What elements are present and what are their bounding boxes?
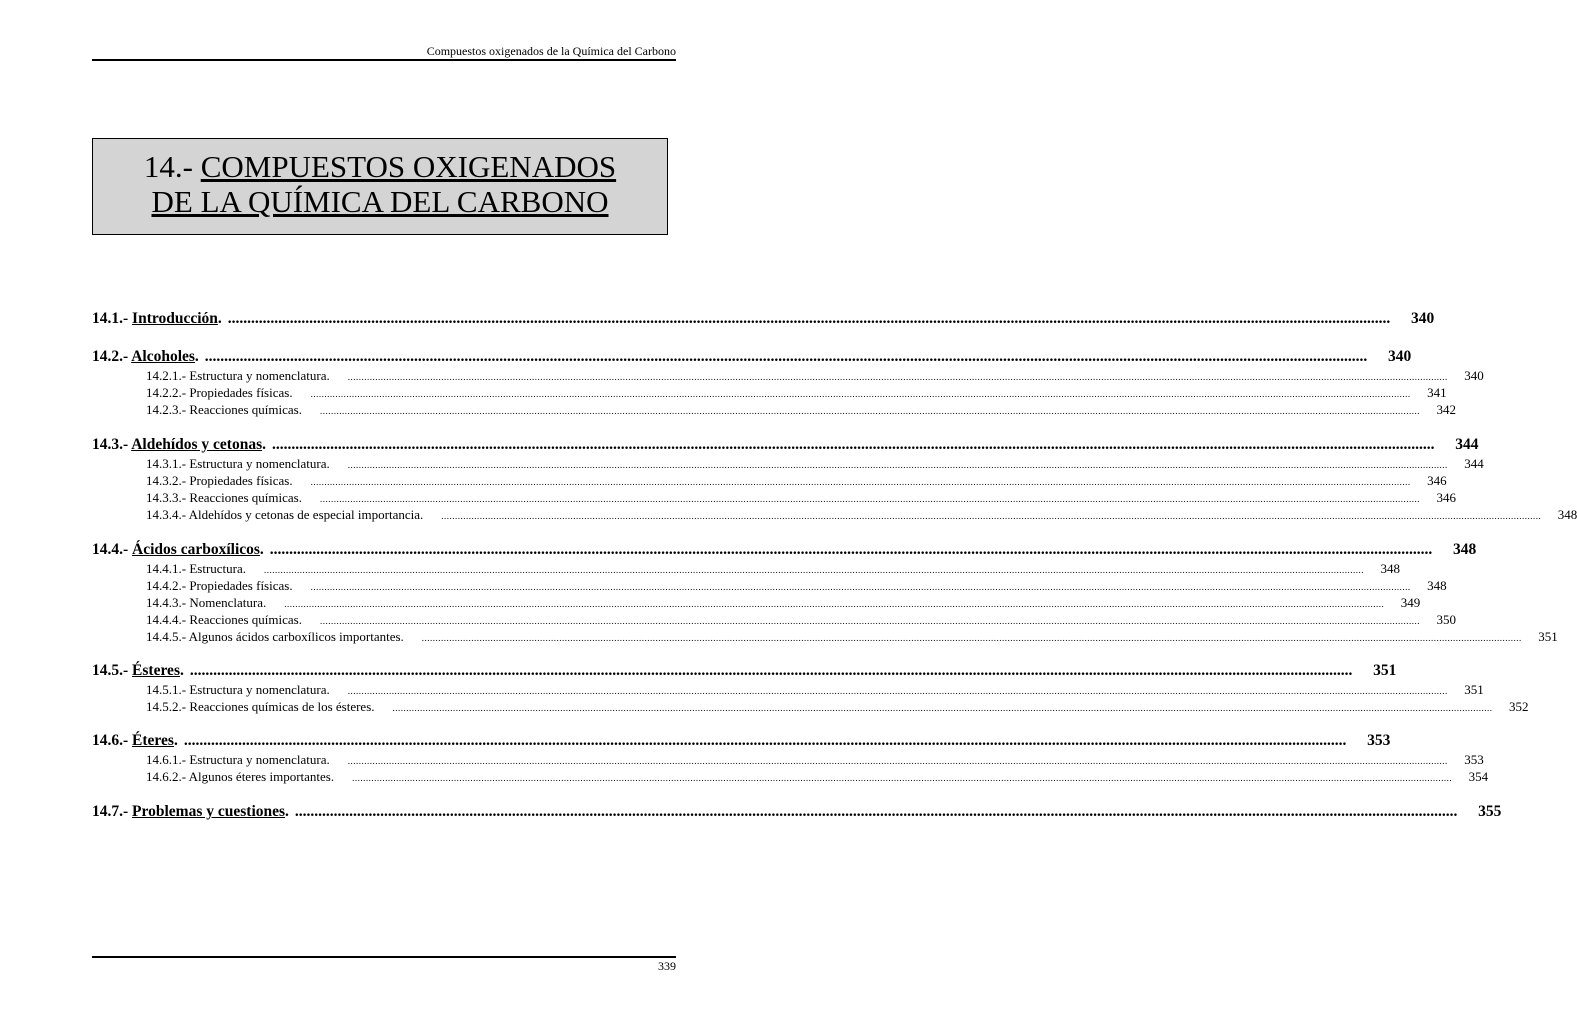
toc-section-page: 340	[1388, 348, 1412, 365]
toc-section-title: 14.4.- Ácidos carboxílicos.	[92, 541, 264, 558]
toc-subsection-page: 351	[1538, 629, 1558, 644]
footer-rule	[92, 956, 676, 958]
toc-subsection-page: 340	[1464, 368, 1484, 383]
toc-subsection-title: 14.4.2.- Propiedades físicas.	[146, 578, 293, 593]
toc-section-row	[92, 348, 1412, 366]
toc-subsection-page: 352	[1509, 699, 1529, 714]
toc-subsection-row	[146, 561, 1401, 577]
toc-subsection-page: 350	[1436, 612, 1456, 627]
toc-section-title: 14.5.- Ésteres.	[92, 662, 184, 679]
toc-subsection-row	[146, 402, 1456, 418]
toc-section-number: 14.5.-	[92, 662, 129, 679]
toc-leader-dots: ................................................................................................................................................................................................................................................................................................................................................................................................................	[310, 477, 1411, 487]
header-rule	[92, 59, 676, 61]
toc-subsection-title: 14.3.1.- Estructura y nomenclatura.	[146, 456, 330, 471]
toc-section-title: 14.2.- Alcoholes.	[92, 348, 199, 365]
toc-subsection-row	[146, 473, 1447, 489]
toc-section-row	[92, 310, 1435, 328]
toc-section-page: 340	[1411, 310, 1435, 327]
toc-subsection-row	[146, 456, 1484, 472]
toc-leader-dots: ................................................................................................................................................................................................................................................................................................................................................................................................................	[319, 494, 1420, 504]
toc-section-page: 344	[1455, 436, 1479, 453]
toc-subsection-page: 342	[1436, 402, 1456, 417]
toc-subsection-title: 14.2.3.- Reacciones químicas.	[146, 402, 302, 417]
toc-subsection-page: 341	[1427, 385, 1447, 400]
toc-leader-dots: ................................................................................................................................................................................................................................................................................................................................................................................................................	[264, 565, 1365, 575]
toc-subsection-page: 346	[1427, 473, 1447, 488]
toc-section-label: Problemas y cuestiones	[132, 803, 286, 820]
toc-subsection-row	[146, 699, 1529, 715]
toc-section-label: Alcoholes	[131, 348, 195, 365]
toc-subsection-row	[146, 507, 1577, 523]
toc-leader-dots: ................................................................................................................................................................................................................................................................................................................................................................................................................	[392, 703, 1493, 713]
toc-section-number: 14.6.-	[92, 732, 129, 749]
toc-leader-dots: ............................................................................................................................................................................................................................................................................................................	[269, 541, 1433, 558]
running-header: Compuestos oxigenados de la Química del Carbono	[426, 44, 676, 58]
toc-leader-dots: ............................................................................................................................................................................................................................................................................................................	[227, 310, 1391, 327]
chapter-number: 14.-	[143, 149, 193, 184]
toc-subsection-title: 14.3.3.- Reacciones químicas.	[146, 490, 302, 505]
chapter-title-text-2: DE LA QUÍMICA DEL CARBONO	[151, 184, 609, 219]
toc-section-number: 14.1.-	[92, 310, 129, 327]
toc-subsection-title: 14.3.4.- Aldehídos y cetonas de especial importancia.	[146, 507, 424, 522]
toc-subsection-row	[146, 368, 1484, 384]
toc-section-page: 348	[1453, 541, 1477, 558]
toc-subsection-title: 14.6.1.- Estructura y nomenclatura.	[146, 752, 330, 767]
toc-section-row	[92, 732, 1391, 750]
toc-subsection-row	[146, 385, 1447, 401]
toc-subsection-title: 14.4.5.- Algunos ácidos carboxílicos importantes.	[146, 629, 404, 644]
toc-section-number: 14.2.-	[92, 348, 129, 365]
toc-section-title: 14.7.- Problemas y cuestiones.	[92, 803, 289, 820]
chapter-title-line-1	[93, 149, 667, 185]
toc-section-row	[92, 541, 1477, 559]
toc-section-label: Introducción	[132, 310, 218, 327]
toc-subsection-title: 14.2.1.- Estructura y nomenclatura.	[146, 368, 330, 383]
toc-leader-dots: ................................................................................................................................................................................................................................................................................................................................................................................................................	[352, 773, 1453, 783]
toc-leader-dots: ............................................................................................................................................................................................................................................................................................................	[189, 662, 1353, 679]
toc-subsection-title: 14.3.2.- Propiedades físicas.	[146, 473, 293, 488]
toc-leader-dots: ............................................................................................................................................................................................................................................................................................................	[183, 732, 1347, 749]
chapter-title-line-2	[93, 184, 667, 220]
toc-section-page: 351	[1373, 662, 1397, 679]
toc-leader-dots: ................................................................................................................................................................................................................................................................................................................................................................................................................	[284, 599, 1385, 609]
toc-leader-dots: ................................................................................................................................................................................................................................................................................................................................................................................................................	[310, 582, 1411, 592]
toc-section-label: Ácidos carboxílicos	[132, 541, 260, 558]
toc-subsection-page: 348	[1427, 578, 1447, 593]
toc-section-title: 14.6.- Éteres.	[92, 732, 178, 749]
toc-subsection-row	[146, 490, 1456, 506]
toc-subsection-page: 351	[1464, 682, 1484, 697]
toc-subsection-page: 348	[1557, 507, 1577, 522]
toc-leader-dots: ................................................................................................................................................................................................................................................................................................................................................................................................................	[347, 372, 1448, 382]
toc-leader-dots: ................................................................................................................................................................................................................................................................................................................................................................................................................	[421, 633, 1522, 643]
toc-leader-dots: ................................................................................................................................................................................................................................................................................................................................................................................................................	[441, 511, 1542, 521]
toc-section-page: 353	[1367, 732, 1391, 749]
toc-subsection-row	[146, 752, 1484, 768]
toc-subsection-title: 14.4.4.- Reacciones químicas.	[146, 612, 302, 627]
toc-section-number: 14.4.-	[92, 541, 129, 558]
toc-leader-dots: ................................................................................................................................................................................................................................................................................................................................................................................................................	[310, 389, 1411, 399]
toc-subsection-page: 349	[1400, 595, 1421, 610]
toc-subsection-title: 14.2.2.- Propiedades físicas.	[146, 385, 293, 400]
toc-subsection-title: 14.5.2.- Reacciones químicas de los ésteres.	[146, 699, 375, 714]
toc-subsection-page: 348	[1380, 561, 1401, 576]
toc-section-row	[92, 436, 1479, 454]
toc-section-page: 355	[1478, 803, 1502, 820]
toc-subsection-title: 14.4.3.- Nomenclatura.	[146, 595, 267, 610]
toc-section-number: 14.7.-	[92, 803, 129, 820]
toc-section-label: Ésteres	[132, 662, 180, 679]
toc-subsection-row	[146, 629, 1558, 645]
toc-section-number: 14.3.-	[92, 436, 129, 453]
toc-section-title: 14.1.- Introducción.	[92, 310, 222, 327]
toc-leader-dots: ............................................................................................................................................................................................................................................................................................................	[294, 803, 1458, 820]
toc-subsection-page: 344	[1464, 456, 1484, 471]
toc-leader-dots: ................................................................................................................................................................................................................................................................................................................................................................................................................	[347, 460, 1448, 470]
toc-leader-dots: ................................................................................................................................................................................................................................................................................................................................................................................................................	[319, 616, 1420, 626]
toc-section-title: 14.3.- Aldehídos y cetonas.	[92, 436, 266, 453]
toc-section-row	[92, 803, 1502, 821]
toc-subsection-page: 353	[1464, 752, 1484, 767]
toc-leader-dots: ................................................................................................................................................................................................................................................................................................................................................................................................................	[347, 756, 1448, 766]
toc-subsection-title: 14.6.2.- Algunos éteres importantes.	[146, 769, 335, 784]
toc-leader-dots: ................................................................................................................................................................................................................................................................................................................................................................................................................	[347, 686, 1448, 696]
page-number: 339	[658, 959, 676, 973]
toc-section-label: Éteres	[132, 732, 174, 749]
toc-leader-dots: ............................................................................................................................................................................................................................................................................................................	[204, 348, 1368, 365]
chapter-title-text-1: COMPUESTOS OXIGENADOS	[200, 149, 617, 184]
toc-subsection-row	[146, 595, 1421, 611]
toc-section-row	[92, 662, 1397, 680]
toc-subsection-row	[146, 682, 1484, 698]
chapter-title-box	[92, 138, 668, 235]
toc-subsection-row	[146, 612, 1456, 628]
toc-subsection-title: 14.5.1.- Estructura y nomenclatura.	[146, 682, 330, 697]
toc-subsection-page: 346	[1436, 490, 1456, 505]
toc-subsection-row	[146, 578, 1447, 594]
toc-section-label: Aldehídos y cetonas	[131, 436, 263, 453]
toc-leader-dots: ................................................................................................................................................................................................................................................................................................................................................................................................................	[319, 406, 1420, 416]
toc-subsection-row	[146, 769, 1489, 785]
toc-subsection-page: 354	[1468, 769, 1489, 784]
toc-leader-dots: ............................................................................................................................................................................................................................................................................................................	[271, 436, 1435, 453]
toc-subsection-title: 14.4.1.- Estructura.	[146, 561, 247, 576]
